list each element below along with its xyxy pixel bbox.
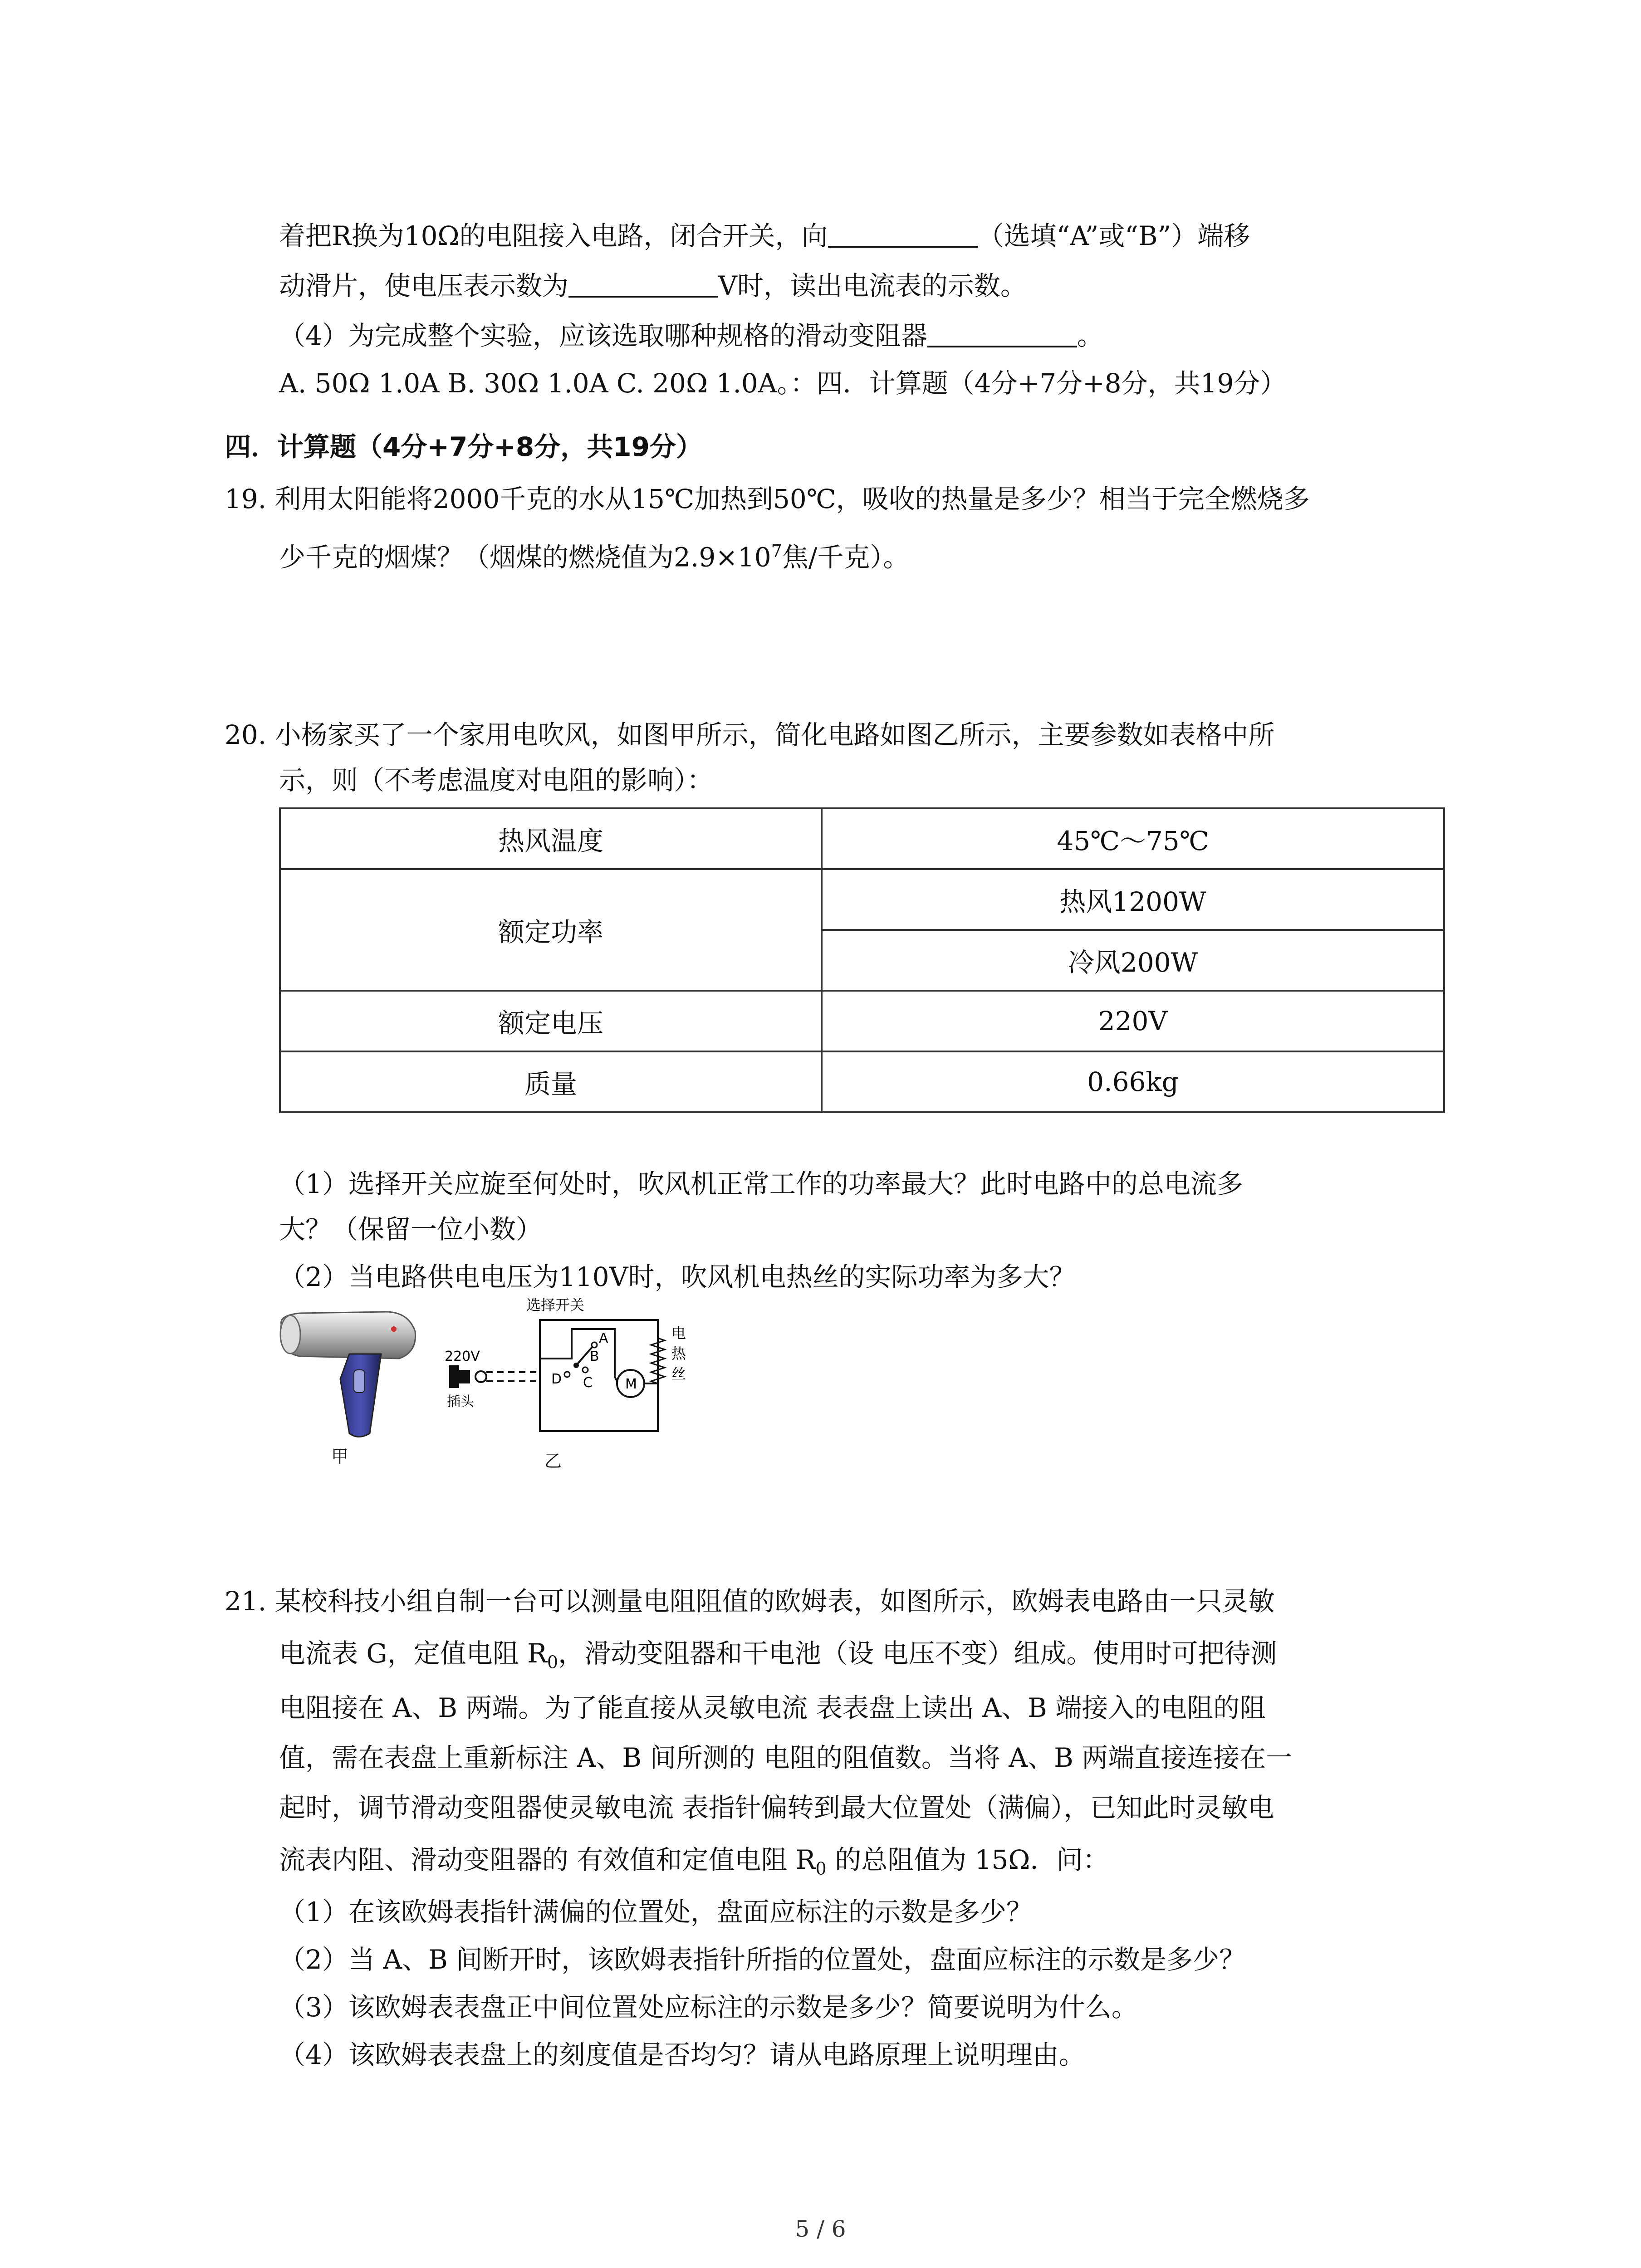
q20-sub1-line-1: （1）选择开关应旋至何处时，吹风机正常工作的功率最大？此时电路中的总电流多 bbox=[279, 1168, 1243, 1199]
table-cell-value: 0.66kg bbox=[822, 1051, 1444, 1112]
q20-line-1: 20. 小杨家买了一个家用电吹风，如图甲所示，简化电路如图乙所示，主要参数如表格中所 bbox=[225, 719, 1275, 750]
q20-sub1-line-2: 大？（保留一位小数） bbox=[279, 1214, 543, 1245]
q21-line-4: 值，需在表盘上重新标注 A、B 间所测的 电阻的阻值数。当将 A、B 两端直接连接在一 bbox=[279, 1742, 1293, 1773]
contact-b-label: B bbox=[590, 1349, 599, 1364]
q21-sub3: （3）该欧姆表表盘正中间位置处应标注的示数是多少？简要说明为什么。 bbox=[279, 1992, 1138, 2023]
q21-line-5: 起时，调节滑动变阻器使灵敏电流 表指针偏转到最大位置处（满偏），已知此时灵敏电 bbox=[279, 1792, 1274, 1823]
q21-sub4: （4）该欧姆表表盘上的刻度值是否均匀？请从电路原理上说明理由。 bbox=[279, 2039, 1085, 2070]
q21-sub2: （2）当 A、B 间断开时，该欧姆表指针所指的位置处，盘面应标注的示数是多少？ bbox=[279, 1944, 1246, 1975]
table-cell-label: 热风温度 bbox=[280, 808, 822, 869]
switch-label: 选择开关 bbox=[526, 1297, 585, 1314]
continued-line-1: 着把R换为10Ω的电阻接入电路，闭合开关，向 （选填“A”或“B”）端移 bbox=[279, 218, 1250, 254]
plug-label: 插头 bbox=[447, 1394, 474, 1410]
table-cell-value: 220V bbox=[822, 991, 1444, 1051]
figure-caption-jia: 甲 bbox=[331, 1447, 349, 1466]
q21-line-6: 流表内阻、滑动变阻器的 有效值和定值电阻 $R_0$ 的总阻值为 15Ω．问： bbox=[279, 1844, 1109, 1879]
circuit-figure bbox=[436, 1297, 735, 1470]
hair-dryer-icon bbox=[272, 1306, 422, 1442]
q18-sub4: （4）为完成整个实验，应该选取哪种规格的滑动变阻器 。 bbox=[279, 318, 1103, 354]
q20-sub2: （2）当电路供电电压为110V时，吹风机电热丝的实际功率为多大？ bbox=[279, 1261, 1076, 1292]
page-number: 5 / 6 bbox=[795, 2216, 846, 2242]
answer-blank-direction[interactable] bbox=[828, 219, 978, 248]
table-row bbox=[280, 869, 1444, 930]
table-cell-label: 额定电压 bbox=[280, 991, 822, 1051]
section-heading: 四．计算题（4分+7分+8分，共19分） bbox=[225, 431, 702, 462]
q21-sub1: （1）在该欧姆表指针满偏的位置处，盘面应标注的示数是多少？ bbox=[279, 1897, 1033, 1927]
table-row bbox=[280, 808, 1444, 869]
table-cell-value: 冷风200W bbox=[822, 930, 1444, 991]
contact-c-label: C bbox=[583, 1375, 593, 1391]
motor-label: M bbox=[625, 1376, 637, 1392]
heater-label-3: 丝 bbox=[671, 1365, 686, 1383]
circuit-diagram bbox=[436, 1297, 735, 1447]
table-row bbox=[280, 991, 1444, 1051]
hair-dryer-figure bbox=[272, 1306, 422, 1470]
table-cell-label: 质量 bbox=[280, 1051, 822, 1112]
answer-blank-rheostat[interactable] bbox=[927, 318, 1077, 347]
continued-line-2: 动滑片，使电压表示数为 V时，读出电流表的示数。 bbox=[279, 268, 1027, 304]
q21-line-2: 电流表 G，定值电阻 $R_0$，滑动变阻器和干电池（设 电压不变）组成。使用时可把待测 bbox=[279, 1638, 1277, 1672]
heater-label-2: 热 bbox=[671, 1345, 686, 1362]
q20-line-2: 示，则（不考虑温度对电阻的影响）： bbox=[279, 765, 714, 796]
q21-line-1: 21. 某校科技小组自制一台可以测量电阻阻值的欧姆表，如图所示，欧姆表电路由一只灵敏 bbox=[225, 1586, 1275, 1617]
table-cell-label: 额定功率 bbox=[280, 869, 822, 991]
figure-caption-yi: 乙 bbox=[544, 1451, 562, 1471]
plug-icon bbox=[449, 1365, 459, 1388]
contact-a-label: A bbox=[599, 1330, 608, 1346]
spec-table bbox=[279, 807, 1445, 1113]
answer-blank-voltage[interactable] bbox=[568, 269, 718, 298]
table-row bbox=[280, 1051, 1444, 1112]
q19-line-1: 19. 利用太阳能将2000千克的水从15℃加热到50℃，吸收的热量是多少？相当于完全燃烧多 bbox=[225, 484, 1310, 514]
q21-line-3: 电阻接在 A、B 两端。为了能直接从灵敏电流 表表盘上读出 A、B 端接入的电阻的阻 bbox=[279, 1692, 1266, 1723]
q19-line-2: 少千克的烟煤？（烟煤的燃烧值为$2.9\times 10^7$焦/千克）。 bbox=[279, 541, 910, 573]
table-cell-value: 45℃～75℃ bbox=[822, 808, 1444, 869]
q18-options: A. 50Ω 1.0A B. 30Ω 1.0A C. 20Ω 1.0A。：四．计算题（4分+7分+8分，共19分） bbox=[279, 368, 1287, 399]
voltage-label: 220V bbox=[445, 1349, 480, 1364]
contact-d-label: D bbox=[551, 1371, 562, 1387]
heater-label-1: 电 bbox=[671, 1325, 686, 1342]
table-cell-value: 热风1200W bbox=[822, 869, 1444, 930]
